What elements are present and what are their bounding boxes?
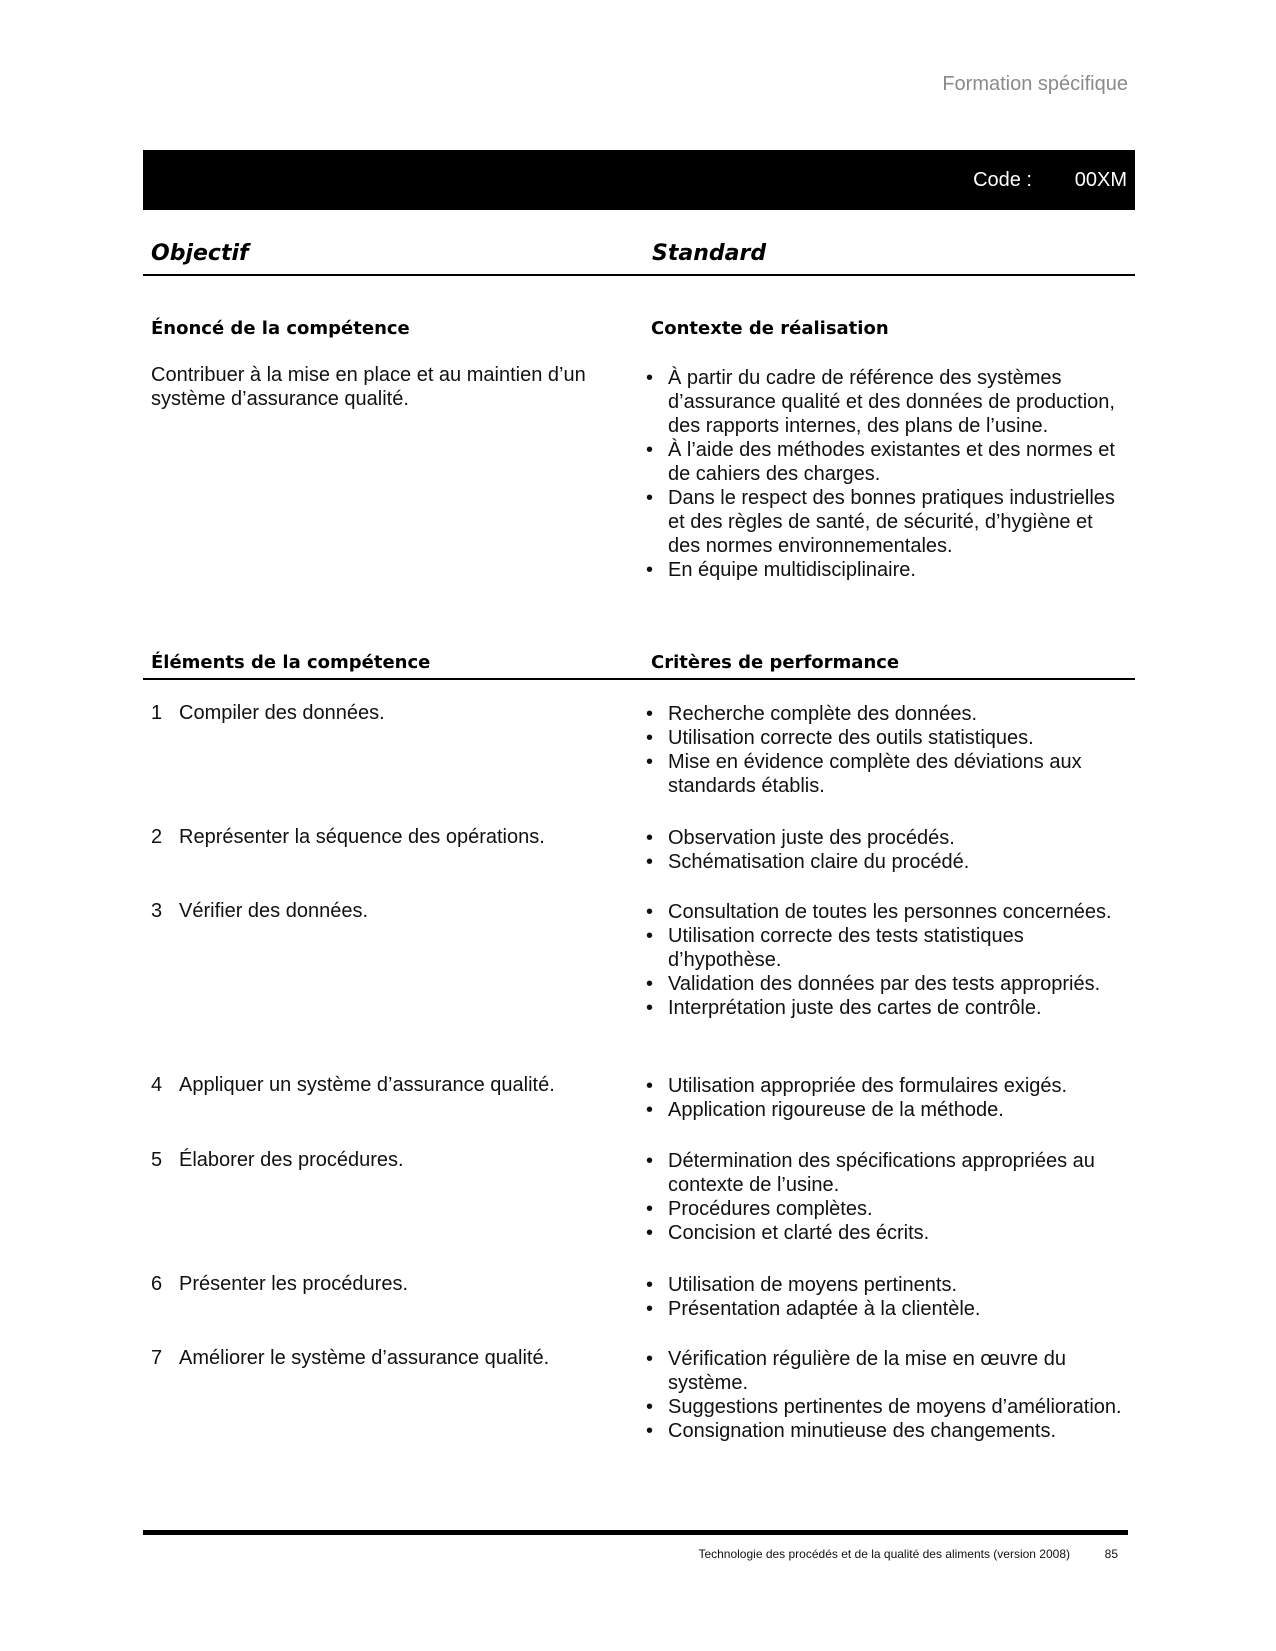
element-row-7 bbox=[151, 1346, 621, 1370]
element-label: Améliorer le système d’assurance qualité. bbox=[179, 1347, 550, 1369]
criteria-list-6 bbox=[646, 1273, 1126, 1321]
column-header-rule bbox=[143, 274, 1135, 276]
element-row-1 bbox=[151, 701, 621, 725]
criterion-item: • Schématisation claire du procédé. bbox=[646, 850, 1126, 874]
element-number: 3 bbox=[151, 900, 163, 922]
criterion-item: • Utilisation de moyens pertinents. bbox=[646, 1273, 1126, 1297]
standard-heading: Standard bbox=[652, 241, 767, 266]
footer-rule bbox=[143, 1530, 1128, 1535]
criterion-item: • Consultation de toutes les personnes concernées. bbox=[646, 900, 1126, 924]
element-label: Compiler des données. bbox=[179, 702, 385, 724]
criterion-item: • Mise en évidence complète des déviations aux standards établis. bbox=[646, 750, 1126, 798]
element-label: Présenter les procédures. bbox=[179, 1273, 409, 1295]
contexte-item: • À l’aide des méthodes existantes et des normes et de cahiers des charges. bbox=[646, 438, 1126, 486]
criterion-item: • Interprétation juste des cartes de contrôle. bbox=[646, 996, 1126, 1020]
element-number: 5 bbox=[151, 1149, 163, 1171]
contexte-heading: Contexte de réalisation bbox=[651, 318, 889, 339]
criterion-item: • Procédures complètes. bbox=[646, 1197, 1126, 1221]
enonce-text: Contribuer à la mise en place et au maintien d’un système d’assurance qualité. bbox=[151, 364, 586, 410]
element-row-2 bbox=[151, 825, 621, 849]
element-number: 2 bbox=[151, 826, 163, 848]
criteria-list-4 bbox=[646, 1074, 1126, 1122]
element-number: 1 bbox=[151, 702, 163, 724]
element-label: Vérifier des données. bbox=[179, 900, 369, 922]
criteria-list-2 bbox=[646, 826, 1126, 874]
objectif-heading: Objectif bbox=[151, 241, 249, 266]
criteria-list-5 bbox=[646, 1149, 1126, 1245]
criterion-item: • Détermination des spécifications appropriées au contexte de l’usine. bbox=[646, 1149, 1126, 1197]
criterion-item: • Consignation minutieuse des changements. bbox=[646, 1419, 1126, 1443]
code-bar bbox=[143, 150, 1135, 210]
contexte-list bbox=[646, 366, 1126, 582]
criterion-item: • Recherche complète des données. bbox=[646, 702, 1126, 726]
criterion-item: • Utilisation appropriée des formulaires exigés. bbox=[646, 1074, 1126, 1098]
element-label: Représenter la séquence des opérations. bbox=[179, 826, 545, 848]
criterion-item: • Application rigoureuse de la méthode. bbox=[646, 1098, 1126, 1122]
criterion-item: • Concision et clarté des écrits. bbox=[646, 1221, 1126, 1245]
section-label: Formation spécifique bbox=[942, 73, 1128, 95]
element-number: 4 bbox=[151, 1074, 163, 1096]
elements-heading: Éléments de la compétence bbox=[151, 652, 431, 673]
element-row-4 bbox=[151, 1073, 621, 1097]
elements-header-rule bbox=[143, 678, 1135, 680]
contexte-item: • Dans le respect des bonnes pratiques industrielles et des règles de santé, de sécurité, d’hygiène et des normes environnementales. bbox=[646, 486, 1126, 558]
element-row-5 bbox=[151, 1148, 621, 1172]
contexte-item: • En équipe multidisciplinaire. bbox=[646, 558, 1126, 582]
code-label: Code : bbox=[973, 169, 1032, 191]
criteria-list-1 bbox=[646, 702, 1126, 798]
code-value: 00XM bbox=[1074, 169, 1127, 191]
criterion-item: • Validation des données par des tests appropriés. bbox=[646, 972, 1126, 996]
criterion-item: • Utilisation correcte des tests statistiques d’hypothèse. bbox=[646, 924, 1126, 972]
element-number: 6 bbox=[151, 1273, 163, 1295]
criterion-item: • Suggestions pertinentes de moyens d’amélioration. bbox=[646, 1395, 1126, 1419]
element-label: Appliquer un système d’assurance qualité. bbox=[179, 1074, 555, 1096]
criterion-item: • Utilisation correcte des outils statistiques. bbox=[646, 726, 1126, 750]
criteria-list-3 bbox=[646, 900, 1126, 1020]
element-number: 7 bbox=[151, 1347, 163, 1369]
element-row-3 bbox=[151, 899, 621, 923]
element-row-6 bbox=[151, 1272, 621, 1296]
criterion-item: • Vérification régulière de la mise en œuvre du système. bbox=[646, 1347, 1126, 1395]
enonce-heading: Énoncé de la compétence bbox=[151, 318, 410, 339]
element-label: Élaborer des procédures. bbox=[179, 1149, 404, 1171]
footer-title: Technologie des procédés et de la qualité des aliments (version 2008) bbox=[698, 1547, 1070, 1561]
criteria-list-7 bbox=[646, 1347, 1126, 1443]
criterion-item: • Présentation adaptée à la clientèle. bbox=[646, 1297, 1126, 1321]
criteres-heading: Critères de performance bbox=[651, 652, 900, 673]
contexte-item: • À partir du cadre de référence des systèmes d’assurance qualité et des données de production, des rapports internes, des plans de l’usine. bbox=[646, 366, 1126, 438]
criterion-item: • Observation juste des procédés. bbox=[646, 826, 1126, 850]
page-number: 85 bbox=[1104, 1547, 1118, 1561]
